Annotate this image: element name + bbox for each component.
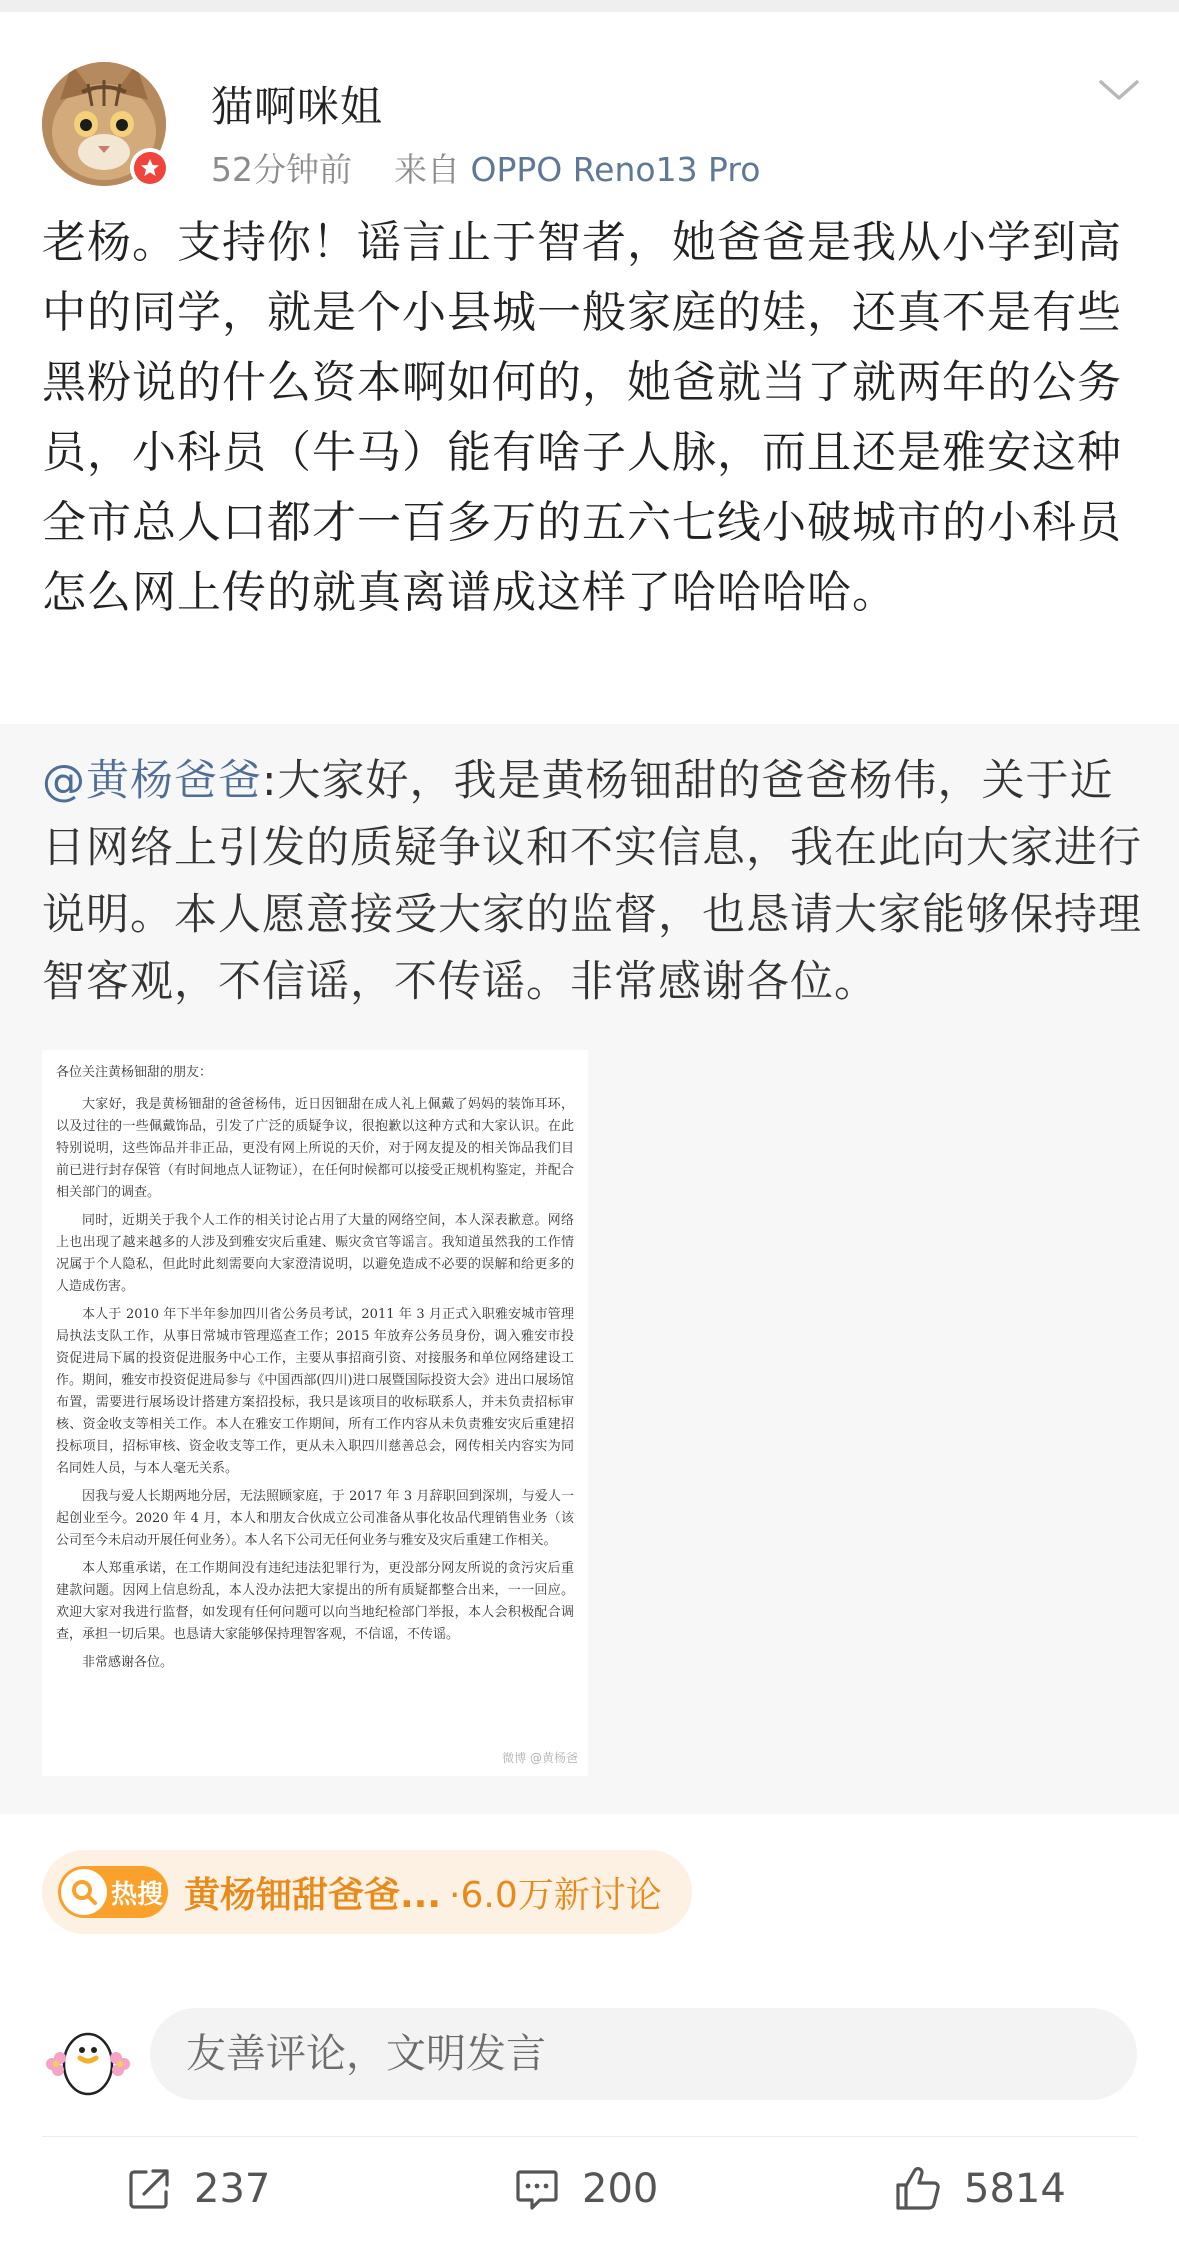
action-divider xyxy=(42,2136,1137,2137)
statement-paragraph: 因我与爱人长期两地分居，无法照顾家庭，于 2017 年 3 月辞职回到深圳，与爱人一起创业至今。2020 年 4 月，本人和朋友合伙成立公司准备从事化妆品代理销售业务（该公司至今未启动开展任何业务）。本人名下公司无任何业务与雅安及灾后重建工作相关。 xyxy=(56,1489,574,1548)
statement-paragraph: 同时，近期关于我个人工作的相关讨论占用了大量的网络空间，本人深表歉意。网络上也出现了越来越多的人涉及到雅安灾后重建、赈灾贪官等谣言。我知道虽然我的工作情况属于个人隐私，但此时此刻需要向大家澄清说明，以避免造成不必要的误解和给更多的人造成伤害。 xyxy=(56,1213,574,1294)
hot-search-count: ·6.0万新讨论 xyxy=(449,1874,662,1916)
chevron-down-icon[interactable] xyxy=(1098,76,1140,106)
hot-search-title: 黄杨钿甜爸爸... xyxy=(184,1874,442,1916)
commenter-avatar[interactable] xyxy=(36,2004,140,2108)
verified-badge xyxy=(130,148,170,188)
statement-image[interactable] xyxy=(42,1050,588,1776)
author-name[interactable]: 猫啊咪姐 xyxy=(211,82,384,131)
statement-paragraph: 本人郑重承诺，在工作期间没有违纪违法犯罪行为，更没部分网友所说的贪污灾后重建款问题。因网上信息纷乱，本人没办法把大家提出的所有质疑都整合出来，一一回应。欢迎大家对我进行监督，如发现有任何问题可以向当地纪检部门举报，本人会积极配合调查，承担一切后果。也恳请大家能够保持理智客观，不信谣，不传谣。 xyxy=(56,1561,574,1642)
post-text: 老杨。支持你！谣言止于智者，她爸爸是我从小学到高中的同学，就是个小县城一般家庭的娃，还真不是有些黑粉说的什么资本啊如何的，她爸就当了就两年的公务员，小科员（牛马）能有啥子人脉，而且还是雅安这种全市总人口都才一百多万的五六七线小破城市的小科员怎么网上传的就真离谱成这样了哈哈哈哈。 xyxy=(42,217,1122,618)
like-button[interactable] xyxy=(894,2154,1066,2224)
device-name[interactable]: OPPO Reno13 Pro xyxy=(470,150,761,189)
comment-input[interactable] xyxy=(150,2008,1137,2100)
statement-paragraph: 大家好，我是黄杨钿甜的爸爸杨伟，近日因钿甜在成人礼上佩戴了妈妈的装饰耳环，以及过往的一些佩戴饰品，引发了广泛的质疑争议，很抱歉以这种方式和大家认识。在此特别说明，这些饰品并非正品，更没有网上所说的天价，对于网友提及的相关饰品我们目前已进行封存保管（有时间地点人证物证），在任何时候都可以接受正规机构鉴定，并配合相关部门的调查。 xyxy=(56,1097,574,1200)
repost-text xyxy=(42,748,1142,1016)
search-icon xyxy=(61,1869,107,1915)
action-bar xyxy=(0,2140,1179,2248)
comment-icon xyxy=(514,2166,560,2212)
statement-paragraph: 非常感谢各位。 xyxy=(82,1655,174,1670)
comment-button[interactable] xyxy=(514,2154,658,2224)
thumbs-up-icon xyxy=(894,2165,942,2213)
statement-paragraph: 本人于 2010 年下半年参加四川省公务员考试，2011 年 3 月正式入职雅安城市管理局执法支队工作，从事日常城市管理巡查工作；2015 年放弃公务员身份，调入雅安市投资促进局下属的投资促进服务中心工作，主要从事招商引资、对接服务和单位网络建设工作。期间，雅安市投资促进局参与《中国西部(四川)进口展暨国际投资大会》进出口展场馆布置，需要进行展场设计搭建方案招投标，我只是该项目的收标联系人，并未负责招标审核、资金收支等相关工作。本人在雅安工作期间，所有工作内容从未负责雅安灾后重建招投标项目，招标审核、资金收支等工作，更从未入职四川慈善总会，网传相关内容实为同名同姓人员，与本人毫无关系。 xyxy=(56,1307,574,1476)
comment-count: 200 xyxy=(582,2166,659,2212)
post-header xyxy=(0,12,1179,192)
repost-card[interactable] xyxy=(0,724,1179,1814)
source-prefix: 来自 xyxy=(393,150,460,189)
hot-search-badge xyxy=(58,1866,168,1918)
post-meta xyxy=(211,144,760,191)
statement-salutation: 各位关注黄杨钿甜的朋友： xyxy=(56,1065,213,1080)
post-time: 52分钟前 xyxy=(211,150,352,189)
repost-button[interactable] xyxy=(126,2154,270,2224)
repost-count: 237 xyxy=(194,2166,271,2212)
like-count: 5814 xyxy=(964,2166,1066,2212)
image-watermark: 微博 @黄杨爸 xyxy=(502,1751,578,1765)
mention-link[interactable]: @黄杨爸爸 xyxy=(42,756,262,806)
hot-search-badge-label: 热搜 xyxy=(111,1879,164,1910)
top-strip xyxy=(0,0,1179,12)
repost-body: :大家好，我是黄杨钿甜的爸爸杨伟，关于近日网络上引发的质疑争议和不实信息，我在此向大家进行说明。本人愿意接受大家的监督，也恳请大家能够保持理智客观，不信谣，不传谣。非常感谢各位。 xyxy=(42,756,1142,1007)
star-icon xyxy=(140,158,160,178)
hot-search-tag[interactable] xyxy=(42,1850,692,1934)
share-icon xyxy=(126,2166,172,2212)
